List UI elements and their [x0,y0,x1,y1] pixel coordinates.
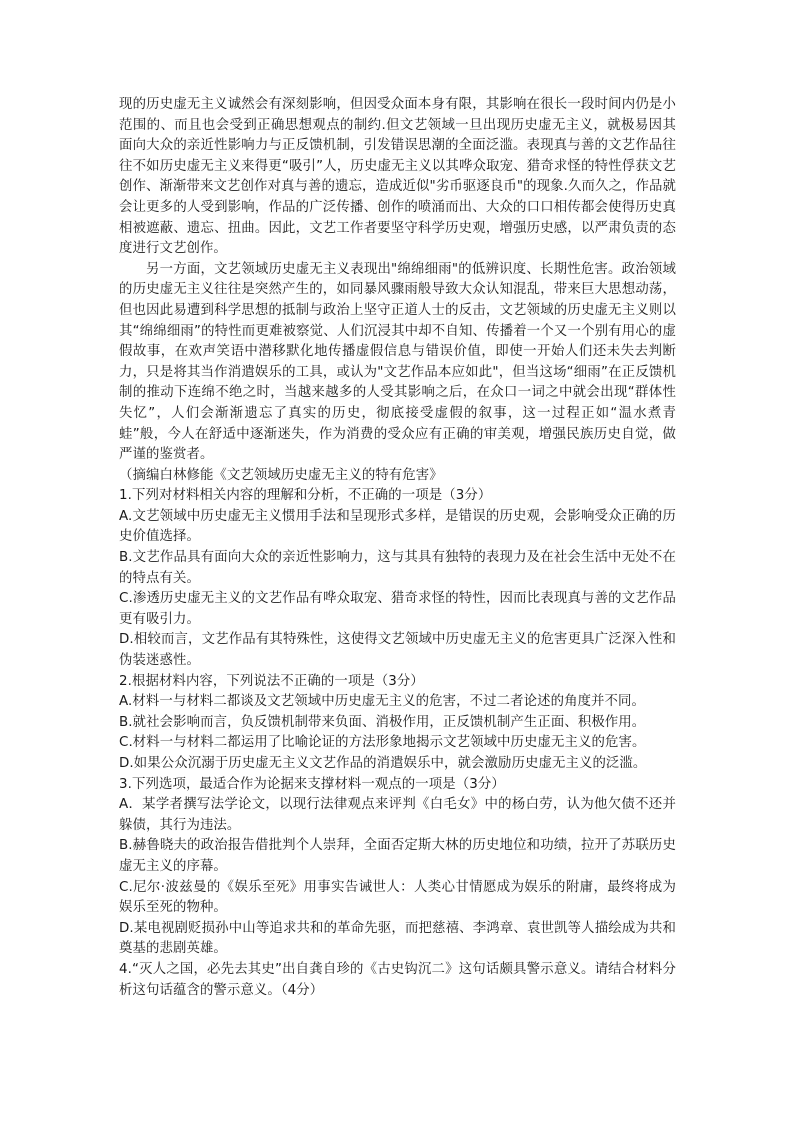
question-3-option-b: B.赫鲁晓夫的政治报告借批判个人崇拜，全面否定斯大林的历史地位和功绩，拉开了苏联历史虚无主义的序幕。 [119,838,676,874]
question-3-option-a: A．某学者撰写法学论文，以现行法律观点来评判《白毛女》中的杨白劳，认为他欠债不还并躲债，其行为违法。 [119,797,676,833]
question-2-option-d: D.如果公众沉溺于历史虚无主义文艺作品的消遣娱乐中，就会激励历史虚无主义的泛滥。 [119,756,647,771]
question-4: 4.“灭人之国，必先去其史”出自龚自珍的《古史钩沉二》这句话颇具警示意义。请结合材料分析这句话蕴含的警示意义。（4分） [119,961,676,998]
question-1-option-b: B.文艺作品具有面向大众的亲近性影响力，这与其具有独特的表现力及在社会生活中无处不在的特点有关。 [119,550,676,586]
question-3-option-c: C.尼尔·波兹曼的《娱乐至死》用事实告诫世人：人类心甘情愿成为娱乐的附庸，最终将成为娱乐至死的物种。 [119,879,676,916]
question-1-option-c: C.渗透历史虚无主义的文艺作品有哗众取宠、猎奇求怪的特性，因而比表现真与善的文艺作品更有吸引力。 [119,591,676,627]
question-1-option-d: D.相较而言，文艺作品有其特殊性，这使得文艺领域中历史虚无主义的危害更具广泛深入性和伪装迷惑性。 [119,632,676,669]
source-citation: （摘编白林修能《文艺领域历史虚无主义的特有危害》 [119,467,443,483]
question-2-option-b: B.就社会影响而言，负反馈机制带来负面、消极作用，正反馈机制产生正面、积极作用。 [119,714,646,730]
question-1: 1.下列对材料相关内容的理解和分析，不正确的一项是（3分） [119,488,492,504]
question-2: 2.根据材料内容，下列说法不正确的一项是（3分） [119,673,424,689]
question-1-option-a: A.文艺领域中历史虚无主义惯用手法和呈现形式多样，是错误的历史观，会影响受众正确的历史价值选择。 [119,508,676,545]
document-page [119,95,676,1001]
question-2-option-a: A.材料一与材料二都谈及文艺领域中历史虚无主义的危害，不过二者论述的角度并不同。 [119,694,646,710]
paragraph-1: 现的历史虚无主义诚然会有深刻影响，但因受众面本身有限，其影响在很长一段时间内仍是小范围的、而且也会受到正确思想观点的制约.但文艺领域一旦出现历史虚无主义，就极易因其面向大众的亲近性影响力与正反馈机制，引发错误思潮的全面泛滥。表现真与善的文艺作品往往不如历史虚无主义来得更“吸引”人，历史虚无主义以其哗众取宠、猎奇求怪的特性俘获文艺创作、渐渐带来文艺创作对真与善的遗忘，造成近似"劣币驱逐良币"的现象.久而久之，作品就会让更多的人受到影响，作品的广泛传播、创作的喷涌而出、大众的口口相传都会使得历史真相被遮蔽、遗忘、扭曲。因此，文艺工作者要坚守科学历史观，增强历史感，以严肃负责的态度进行文艺创作。 [119,97,676,257]
question-2-option-c: C.材料一与材料二都运用了比喻论证的方法形象地揭示文艺领域中历史虚无主义的危害。 [119,735,646,751]
question-3-option-d: D.某电视剧贬损孙中山等追求共和的革命先驱，而把慈禧、李鸿章、袁世凯等人描绘成为共和奠基的悲剧英雄。 [119,920,676,957]
paragraph-2: 另一方面，文艺领域历史虚无主义表现出"绵绵细雨"的低辨识度、长期性危害。政治领域的历史虚无主义往往是突然产生的，如同暴风骤雨般导致大众认知混乱，带来巨大思想动荡，但也因此易遭到科学思想的抵制与政治上坚守正道人士的反击，文艺领域的历史虚无主义则以其“绵绵细雨”的特性而更难被察觉、人们沉浸其中却不自知、传播着一个又一个别有用心的虚假故事，在欢声笑语中潜移默化地传播虚假信息与错误价值，即使一开始人们还未失去判断力，只是将其当作消遣娱乐的工具，或认为"文艺作品本应如此"，但当这场“细雨”在正反馈机制的推动下连绵不绝之时，当越来越多的人受其影响之后，在众口一词之中就会出现“群体性失忆”，人们会渐渐遗忘了真实的历史，彻底接受虚假的叙事，这一过程正如“温水煮青蛙”般，今人在舒适中逐渐迷失，作为消费的受众应有正确的审美观，增强民族历史自觉，做严谨的鉴赏者。 [119,261,676,463]
question-3: 3.下列选项，最适合作为论据来支撑材料一观点的一项是（3分） [119,776,505,792]
